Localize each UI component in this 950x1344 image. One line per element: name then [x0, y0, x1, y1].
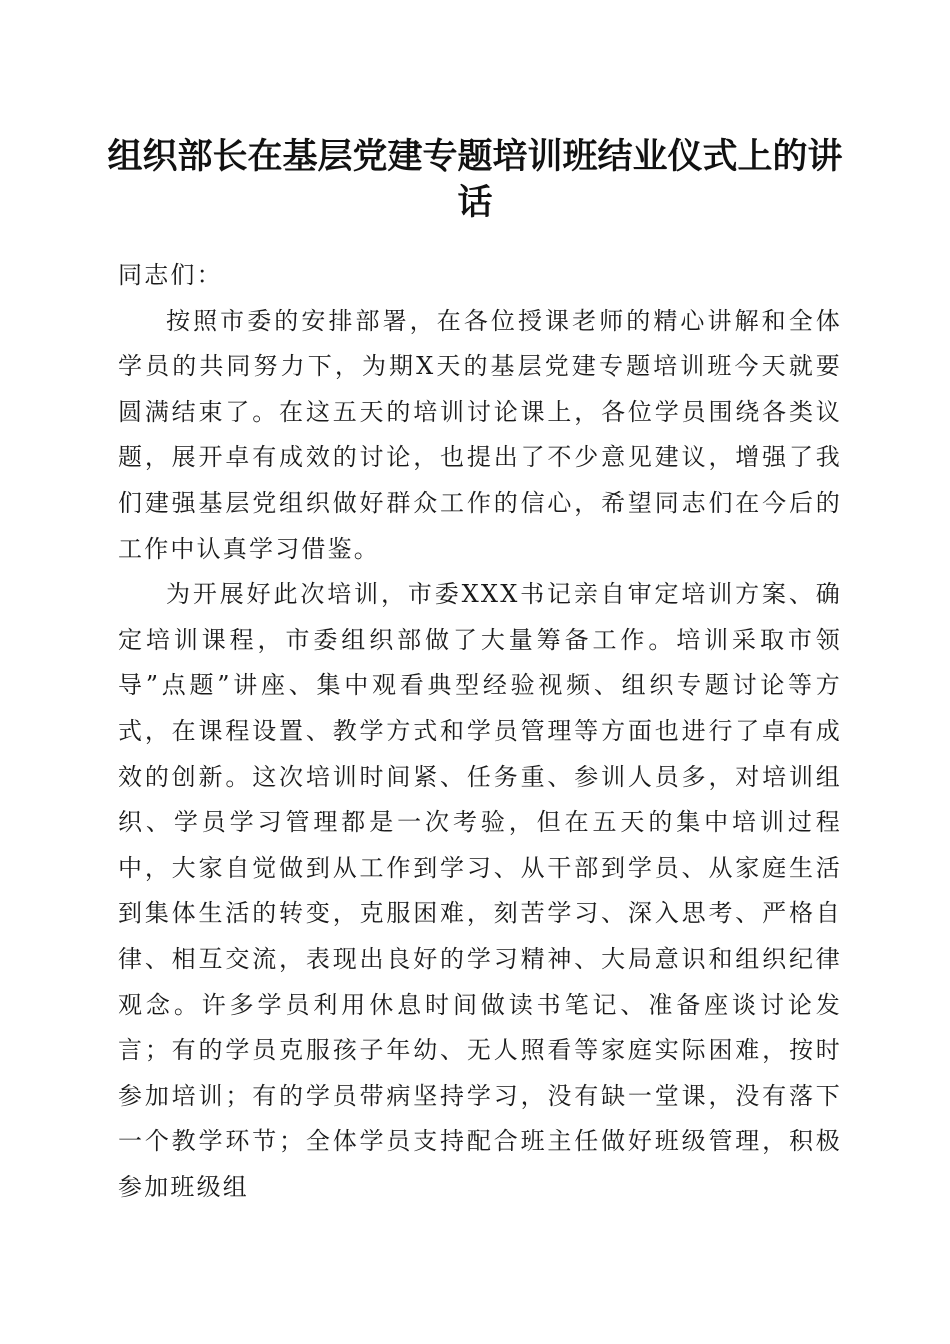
salutation: 同志们：: [118, 261, 223, 289]
document-title: 组织部长在基层党建专题培训班结业仪式上的讲话: [107, 136, 843, 223]
document-body: [118, 253, 842, 1210]
paragraph-1: 按照市委的安排部署，在各位授课老师的精心讲解和全体学员的共同努力下，为期X天的基层党建专题培训班今天就要圆满结束了。在这五天的培训讨论课上，各位学员围绕各类议题，展开卓有成效的讨论，也提出了不少意见建议，增强了我们建强基层党组织做好群众工作的信心，希望同志们在今后的工作中认真学习借鉴。: [118, 306, 842, 563]
paragraph-2: 为开展好此次培训，市委XXX书记亲自审定培训方案、确定培训课程，市委组织部做了大量筹备工作。培训采取市领导”点题”讲座、集中观看典型经验视频、组织专题讨论等方式，在课程设置、教学方式和学员管理等方面也进行了卓有成效的创新。这次培训时间紧、任务重、参训人员多，对培训组织、学员学习管理都是一次考验，但在五天的集中培训过程中，大家自觉做到从工作到学习、从干部到学员、从家庭生活到集体生活的转变，克服困难，刻苦学习、深入思考、严格自律、相互交流，表现出良好的学习精神、大局意识和组织纪律观念。许多学员利用休息时间做读书笔记、准备座谈讨论发言；有的学员克服孩子年幼、无人照看等家庭实际困难，按时参加培训；有的学员带病坚持学习，没有缺一堂课，没有落下一个教学环节；全体学员支持配合班主任做好班级管理，积极参加班级组: [118, 580, 842, 1201]
